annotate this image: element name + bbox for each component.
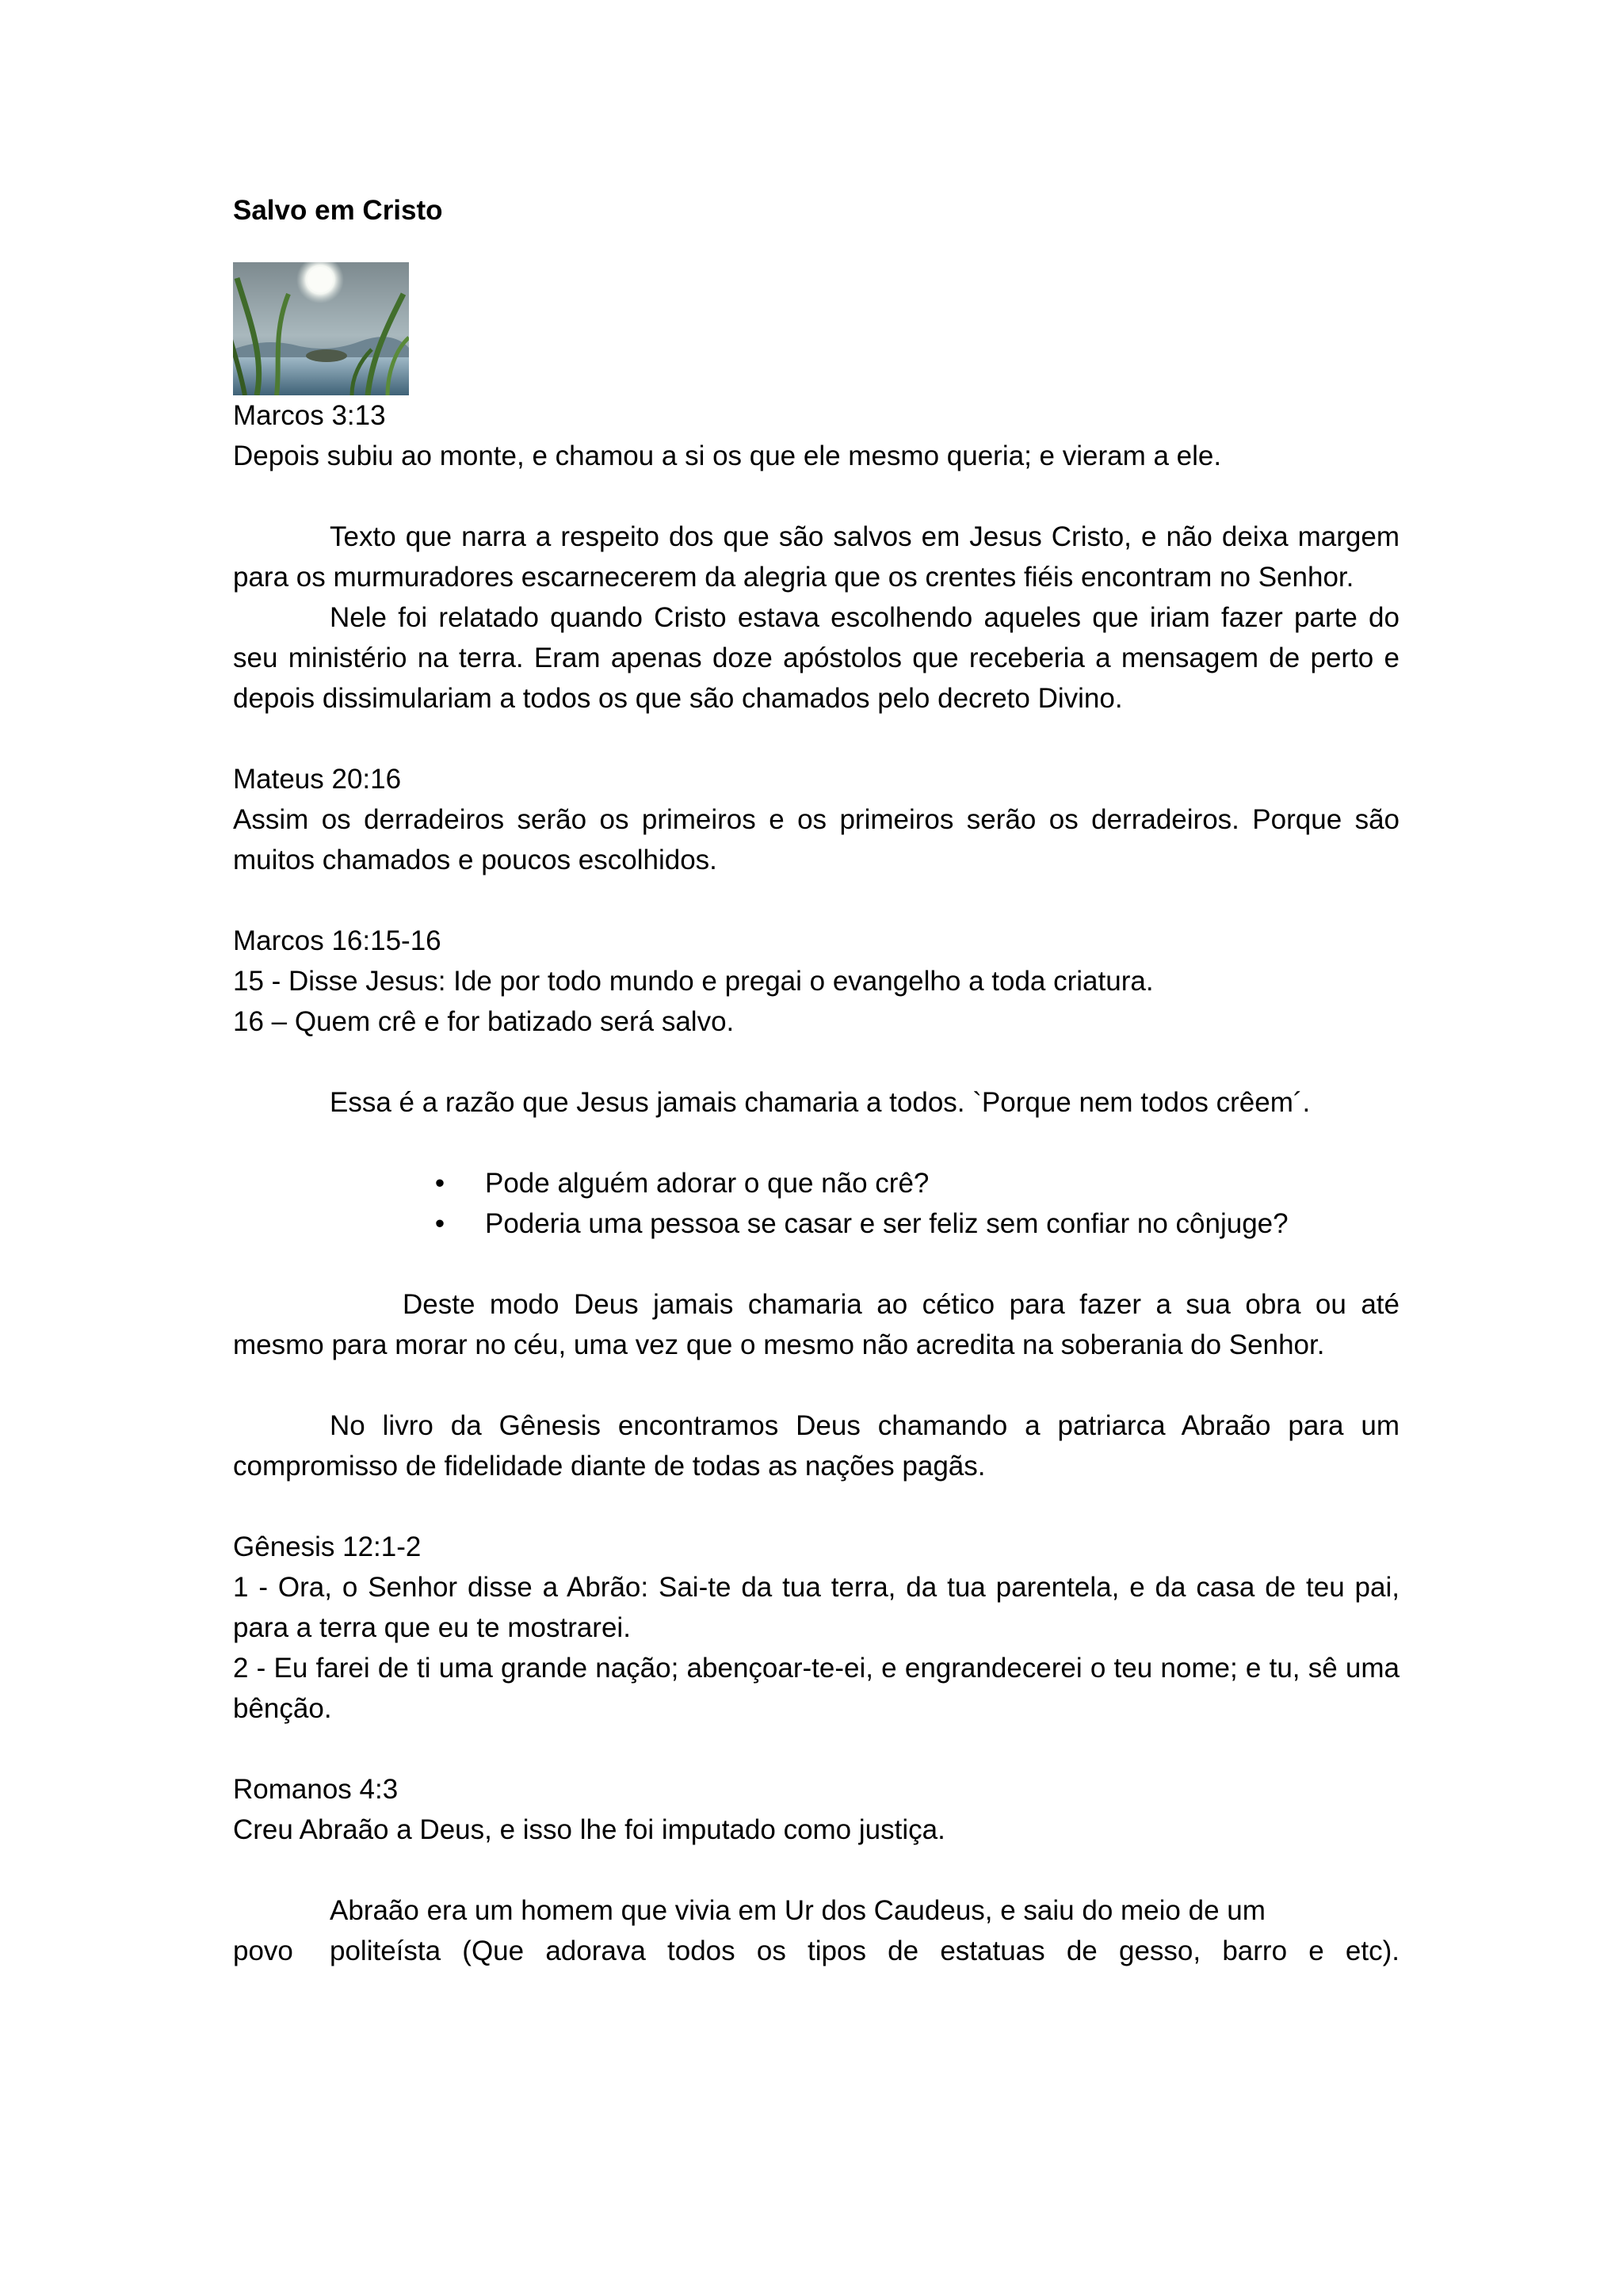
ref-marcos-3-13: Marcos 3:13 xyxy=(233,400,386,431)
verse-marcos-16-16: 16 – Quem crê e for batizado será salvo. xyxy=(233,1006,735,1037)
paragraph-4: Deste modo Deus jamais chamaria ao cético para fazer a sua obra ou até mesmo para morar no céu, uma vez que o mesmo não acredita na soberania do Senhor. xyxy=(233,1289,1400,1360)
paragraph-5: No livro da Gênesis encontramos Deus chamando a patriarca Abraão para um compromisso de fidelidade diante de todas as nações pagãs. xyxy=(233,1410,1400,1482)
list-item xyxy=(233,1203,1400,1244)
verse-genesis-12-2: 2 - Eu farei de ti uma grande nação; abençoar-te-ei, e engrandecerei o teu nome; e tu, sê uma bênção. xyxy=(233,1653,1400,1724)
paragraph-6-line-1: Abraão era um homem que vivia em Ur dos Caudeus, e saiu do meio de um xyxy=(330,1895,1266,1926)
document-body xyxy=(233,190,1400,1971)
verse-genesis-12-1: 1 - Ora, o Senhor disse a Abrão: Sai-te da tua terra, da tua parentela, e da casa de teu pai, para a terra que eu te mostrarei. xyxy=(233,1572,1400,1643)
verse-mateus-20-16: Assim os derradeiros serão os primeiros e os primeiros serão os derradeiros. Porque são muitos chamados e poucos escolhidos. xyxy=(233,804,1400,875)
list-item-text: Poderia uma pessoa se casar e ser feliz sem confiar no cônjuge? xyxy=(485,1208,1289,1239)
ref-mateus-20-16: Mateus 20:16 xyxy=(233,764,402,795)
question-list xyxy=(233,1163,1400,1244)
bullet-icon: • xyxy=(434,1168,445,1199)
moonlit-landscape-image xyxy=(233,262,409,395)
document-title: Salvo em Cristo xyxy=(233,195,443,226)
verse-marcos-16-15: 15 - Disse Jesus: Ide por todo mundo e pregai o evangelho a toda criatura. xyxy=(233,966,1154,997)
bullet-icon: • xyxy=(434,1208,445,1239)
paragraph-6-line-2 xyxy=(233,1931,1400,1971)
list-item-text: Pode alguém adorar o que não crê? xyxy=(485,1168,930,1199)
paragraph-1: Texto que narra a respeito dos que são salvos em Jesus Cristo, e não deixa margem para os murmuradores escarnecerem da alegria que os crentes fiéis encontram no Senhor. xyxy=(233,521,1400,593)
ref-genesis-12: Gênesis 12:1-2 xyxy=(233,1531,422,1562)
paragraph-6-first-word: povo xyxy=(233,1936,293,1966)
verse-marcos-3-13: Depois subiu ao monte, e chamou a si os que ele mesmo queria; e vieram a ele. xyxy=(233,441,1222,471)
paragraph-6-rest: politeísta (Que adorava todos os tipos de estatuas de gesso, barro e etc). xyxy=(330,1936,1400,1966)
ref-romanos-4-3: Romanos 4:3 xyxy=(233,1774,399,1805)
paragraph-2: Nele foi relatado quando Cristo estava escolhendo aqueles que iriam fazer parte do seu ministério na terra. Eram apenas doze apóstolos que receberia a mensagem de perto e depois dissimulariam a todos os que são chamados pelo decreto Divino. xyxy=(233,602,1400,714)
list-item xyxy=(233,1163,1400,1203)
verse-romanos-4-3: Creu Abraão a Deus, e isso lhe foi imputado como justiça. xyxy=(233,1814,945,1845)
ref-marcos-16: Marcos 16:15-16 xyxy=(233,925,441,956)
paragraph-3: Essa é a razão que Jesus jamais chamaria a todos. `Porque nem todos crêem´. xyxy=(330,1087,1311,1118)
